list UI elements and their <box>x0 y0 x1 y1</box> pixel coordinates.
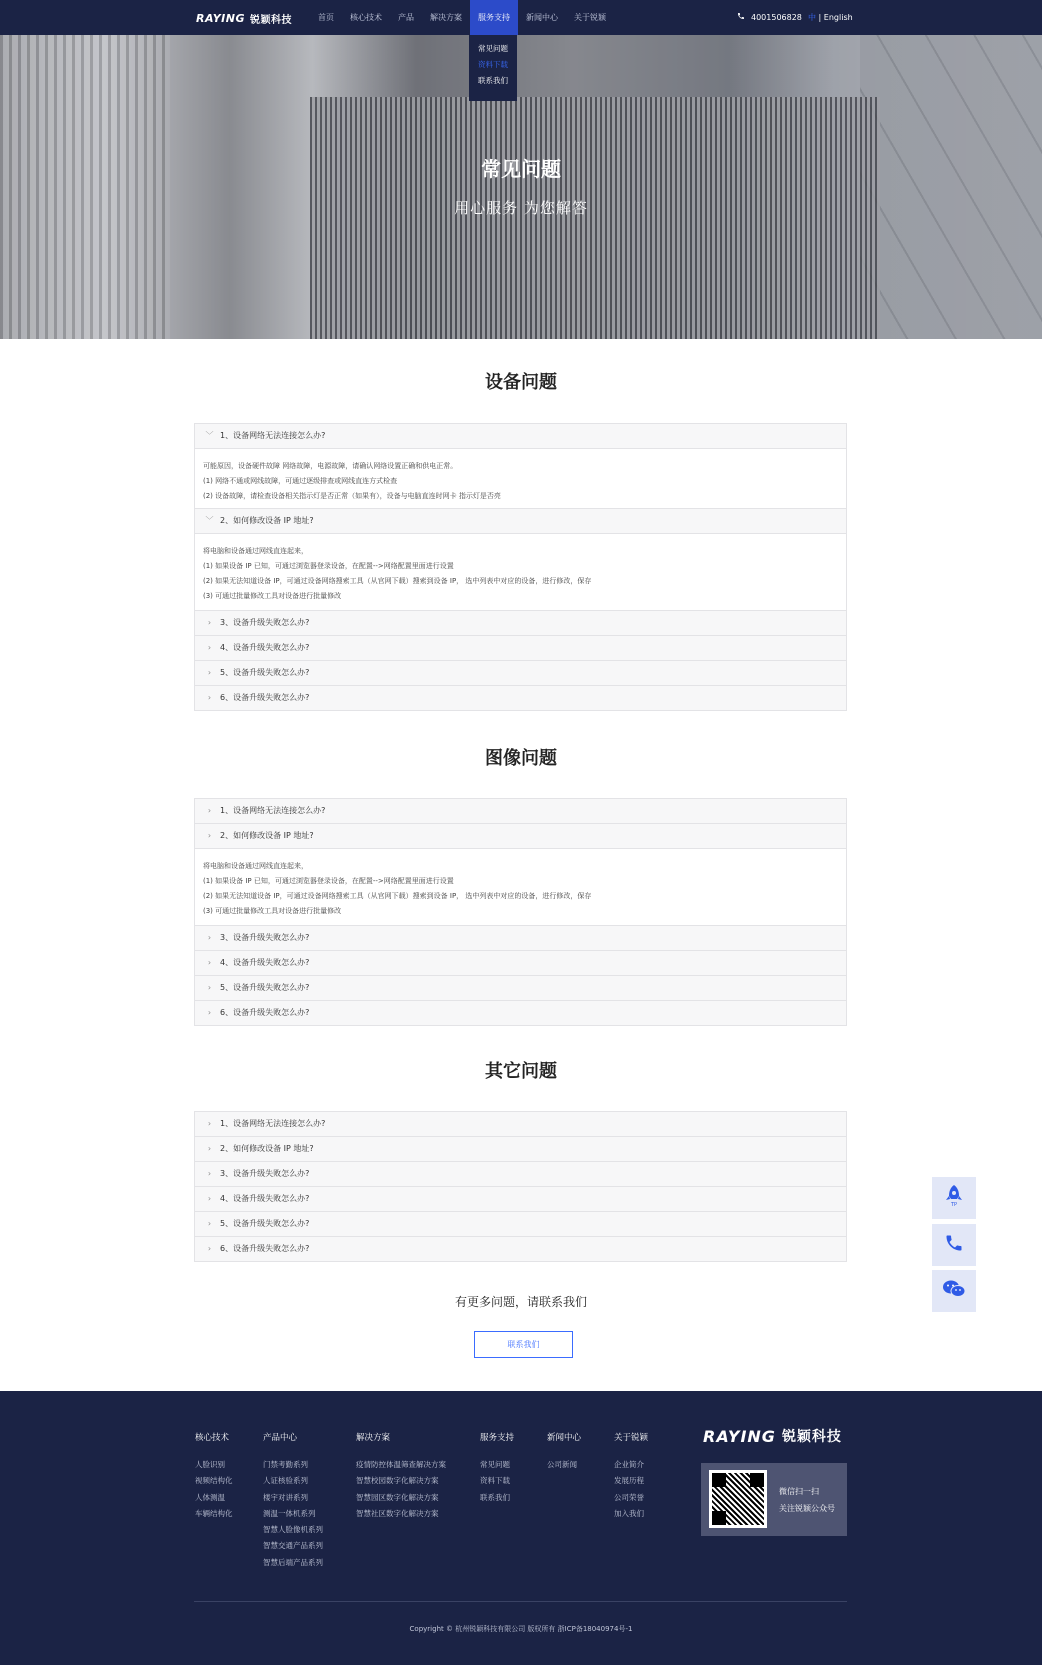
service-dropdown <box>469 35 517 101</box>
banner-subtitle: 用心服务 为您解答 <box>454 199 588 217</box>
faq-item <box>195 1162 846 1187</box>
faq-answer-line: (2) 设备故障，请检查设备相关指示灯是否正常（如果有），设备与电脑直连时网卡 指示灯是否亮 <box>203 492 501 500</box>
lang-en[interactable]: English <box>823 13 853 22</box>
footer-col-title[interactable]: 新闻中心 <box>547 1433 582 1443</box>
faq-question-text: 1、设备网络无法连接怎么办? <box>220 431 326 440</box>
footer-col-support <box>480 1431 514 1506</box>
faq-question[interactable] <box>195 799 846 823</box>
footer-link[interactable]: 疫情防控体温筛查解决方案 <box>356 1460 446 1469</box>
faq-question-text: 3、设备升级失败怎么办? <box>220 1169 310 1178</box>
chevron-right-icon: › <box>207 618 212 627</box>
faq-question[interactable] <box>195 1001 846 1025</box>
footer-logo[interactable] <box>703 1426 842 1446</box>
faq-question[interactable] <box>195 926 846 950</box>
float-rocket-button[interactable] <box>932 1177 976 1219</box>
chevron-right-icon: › <box>207 1244 212 1253</box>
footer-link[interactable]: 公司荣誉 <box>614 1492 644 1502</box>
svg-text:TP: TP <box>950 1202 958 1208</box>
faq-question[interactable] <box>195 1212 846 1236</box>
faq-answer-line: 将电脑和设备通过网线直连起来， <box>203 862 308 870</box>
faq-list-other <box>194 1111 847 1262</box>
phone-contact[interactable] <box>737 0 802 35</box>
faq-answer-line: (2) 如果无法知道设备 IP，可通过设备网络搜索工具（从官网下载）搜索到设备 IP， 选中列表中对应的设备，进行修改，保存 <box>203 577 592 585</box>
lang-separator: | <box>818 13 822 22</box>
footer-link[interactable]: 人脸识别 <box>195 1460 225 1469</box>
banner-title: 常见问题 <box>481 157 561 181</box>
faq-question[interactable] <box>195 636 846 660</box>
faq-question-text: 5、设备升级失败怎么办? <box>220 1219 310 1228</box>
footer-link[interactable]: 智慧社区数字化解决方案 <box>356 1508 439 1518</box>
wechat-icon <box>942 1279 966 1303</box>
footer-col-news <box>547 1431 581 1473</box>
footer-link[interactable]: 联系我们 <box>480 1492 510 1502</box>
footer-link[interactable]: 测温一体机系列 <box>263 1508 316 1518</box>
chevron-down-icon: ﹀ <box>205 516 214 525</box>
faq-item <box>195 951 846 976</box>
faq-answer-line: 将电脑和设备通过网线直连起来， <box>203 547 308 555</box>
footer-col-about <box>614 1431 648 1522</box>
faq-question[interactable] <box>195 824 846 848</box>
footer-col-title[interactable]: 关于锐颖 <box>614 1433 649 1443</box>
chevron-right-icon: › <box>207 693 212 702</box>
footer-link[interactable]: 视频结构化 <box>195 1476 233 1486</box>
faq-question[interactable] <box>195 611 846 635</box>
footer-col-products <box>263 1431 323 1571</box>
footer-link[interactable]: 门禁考勤系列 <box>263 1460 308 1469</box>
footer-link[interactable]: 企业简介 <box>614 1460 644 1469</box>
logo-cn: 锐颖科技 <box>250 14 293 26</box>
logo-brand: RAYING <box>196 11 246 25</box>
faq-question[interactable] <box>195 1137 846 1161</box>
footer-col-title[interactable]: 解决方案 <box>356 1433 391 1443</box>
wechat-qr-panel <box>701 1463 847 1536</box>
chevron-right-icon: › <box>207 1219 212 1228</box>
faq-item <box>195 926 846 951</box>
faq-item <box>195 824 846 926</box>
chevron-right-icon: › <box>207 806 212 815</box>
faq-question-text: 3、设备升级失败怎么办? <box>220 618 310 627</box>
dropdown-contact[interactable]: 联系我们 <box>478 76 508 85</box>
faq-list-image <box>194 798 847 1026</box>
faq-question[interactable] <box>195 1112 846 1136</box>
language-switch <box>808 0 853 35</box>
footer <box>0 1391 1042 1665</box>
footer-divider <box>194 1601 847 1602</box>
faq-answer-line: (3) 可通过批量修改工具对设备进行批量修改 <box>203 592 342 600</box>
chevron-right-icon: › <box>207 1194 212 1203</box>
footer-col-title[interactable]: 产品中心 <box>263 1433 298 1443</box>
faq-question-text: 6、设备升级失败怎么办? <box>220 1008 310 1017</box>
qr-caption-line: 微信扫一扫 <box>779 1487 819 1496</box>
faq-item <box>195 1237 846 1262</box>
faq-answer <box>195 448 846 508</box>
faq-item <box>195 1001 846 1026</box>
rocket-icon <box>944 1184 964 1212</box>
logo[interactable] <box>196 10 292 26</box>
footer-link[interactable]: 智慧交通产品系列 <box>263 1541 323 1551</box>
footer-link[interactable]: 智慧后端产品系列 <box>263 1557 323 1567</box>
footer-col-title[interactable]: 核心技术 <box>195 1433 230 1443</box>
faq-question-text: 4、设备升级失败怎么办? <box>220 643 310 652</box>
footer-link[interactable]: 车辆结构化 <box>195 1508 233 1518</box>
faq-question[interactable] <box>195 661 846 685</box>
footer-link[interactable]: 加入我们 <box>614 1508 644 1518</box>
footer-col-title[interactable]: 服务支持 <box>480 1433 515 1443</box>
chevron-right-icon: › <box>207 831 212 840</box>
nav-core-tech[interactable]: 核心技术 <box>350 13 382 22</box>
faq-question-text: 2、如何修改设备 IP 地址? <box>220 831 314 840</box>
faq-item <box>195 611 846 636</box>
lang-zh[interactable]: 中 <box>808 13 816 22</box>
faq-answer-line: (3) 可通过批量修改工具对设备进行批量修改 <box>203 907 342 915</box>
faq-item <box>195 424 846 509</box>
phone-icon <box>944 1233 964 1257</box>
faq-item <box>195 1187 846 1212</box>
faq-question-text: 2、如何修改设备 IP 地址? <box>220 1144 314 1153</box>
faq-answer-line: 可能原因，设备硬件故障 网络故障，电源故障，请确认网络设置正确和供电正常。 <box>203 462 458 470</box>
phone-small-icon <box>737 0 745 35</box>
faq-item <box>195 1137 846 1162</box>
faq-question-text: 5、设备升级失败怎么办? <box>220 668 310 677</box>
faq-question-text: 1、设备网络无法连接怎么办? <box>220 1119 326 1128</box>
nav-news[interactable]: 新闻中心 <box>526 13 558 22</box>
copyright: Copyright © 杭州锐颖科技有限公司 版权所有 浙ICP备18040974号-1 <box>409 1625 633 1633</box>
nav-about[interactable]: 关于锐颖 <box>574 13 606 22</box>
faq-question-text: 2、如何修改设备 IP 地址? <box>220 516 314 525</box>
faq-answer <box>195 533 846 610</box>
faq-item <box>195 686 846 711</box>
more-questions-text: 有更多问题，请联系我们 <box>454 1295 587 1309</box>
faq-answer <box>195 848 846 925</box>
chevron-right-icon: › <box>207 983 212 992</box>
faq-question-text: 6、设备升级失败怎么办? <box>220 1244 310 1253</box>
chevron-right-icon: › <box>207 643 212 652</box>
faq-question[interactable] <box>195 951 846 975</box>
faq-list-device <box>194 423 847 711</box>
faq-question[interactable] <box>195 1162 846 1186</box>
section-title-image: 图像问题 <box>485 748 557 769</box>
nav-service-support[interactable]: 服务支持 <box>470 0 518 35</box>
faq-question[interactable] <box>195 424 846 448</box>
footer-logo-brand: RAYING <box>703 1426 776 1446</box>
section-title-device: 设备问题 <box>485 372 557 393</box>
float-wechat-button[interactable] <box>932 1270 976 1312</box>
faq-item <box>195 976 846 1001</box>
nav-products[interactable]: 产品 <box>398 13 414 22</box>
footer-col-solutions <box>356 1431 446 1522</box>
chevron-right-icon: › <box>207 1119 212 1128</box>
faq-question-text: 4、设备升级失败怎么办? <box>220 958 310 967</box>
faq-item <box>195 1212 846 1237</box>
footer-link[interactable]: 楼宇对讲系列 <box>263 1492 308 1502</box>
footer-link[interactable]: 发展历程 <box>614 1476 644 1486</box>
faq-question-text: 4、设备升级失败怎么办? <box>220 1194 310 1203</box>
nav-solutions[interactable]: 解决方案 <box>430 13 462 22</box>
faq-item <box>195 636 846 661</box>
chevron-right-icon: › <box>207 668 212 677</box>
faq-answer-line: (1) 网络不通或网线故障，可通过逐级排查或网线直连方式检查 <box>203 477 398 485</box>
faq-question[interactable] <box>195 976 846 1000</box>
top-navbar <box>0 0 1042 35</box>
faq-item <box>195 799 846 824</box>
faq-question[interactable] <box>195 686 846 710</box>
chevron-right-icon: › <box>207 1008 212 1017</box>
faq-question[interactable] <box>195 509 846 533</box>
dropdown-faq[interactable]: 常见问题 <box>478 44 508 53</box>
chevron-right-icon: › <box>207 958 212 967</box>
footer-link[interactable]: 智慧校园数字化解决方案 <box>356 1476 439 1486</box>
footer-logo-cn: 锐颖科技 <box>781 1429 842 1445</box>
faq-item <box>195 661 846 686</box>
nav-home[interactable]: 首页 <box>318 13 334 22</box>
qr-caption-line: 关注锐颖公众号 <box>779 1504 835 1513</box>
footer-link[interactable]: 人体测温 <box>195 1492 225 1502</box>
phone-number: 4001506828 <box>751 13 802 22</box>
footer-link[interactable]: 资料下载 <box>480 1476 510 1486</box>
footer-link[interactable]: 公司新闻 <box>547 1460 577 1469</box>
faq-item <box>195 509 846 611</box>
chevron-right-icon: › <box>207 1144 212 1153</box>
dropdown-downloads[interactable]: 资料下载 <box>478 60 508 69</box>
chevron-right-icon: › <box>207 1169 212 1178</box>
faq-question-text: 6、设备升级失败怎么办? <box>220 693 310 702</box>
footer-col-core-tech <box>195 1431 233 1522</box>
faq-question-text: 3、设备升级失败怎么办? <box>220 933 310 942</box>
faq-answer-line: (1) 如果设备 IP 已知，可通过浏览器登录设备，在配置-->网络配置里面进行设置 <box>203 562 454 570</box>
qr-code <box>709 1470 767 1528</box>
footer-link[interactable]: 人证核验系列 <box>263 1476 308 1486</box>
main-nav <box>310 0 614 35</box>
qr-caption <box>779 1483 835 1517</box>
chevron-down-icon: ﹀ <box>205 431 214 440</box>
faq-question-text: 1、设备网络无法连接怎么办? <box>220 806 326 815</box>
faq-answer-line: (2) 如果无法知道设备 IP，可通过设备网络搜索工具（从官网下载）搜索到设备 IP， 选中列表中对应的设备，进行修改，保存 <box>203 892 592 900</box>
footer-link[interactable]: 智慧人脸像机系列 <box>263 1525 323 1535</box>
faq-question-text: 5、设备升级失败怎么办? <box>220 983 310 992</box>
faq-item <box>195 1112 846 1137</box>
contact-us-button[interactable]: 联系我们 <box>474 1331 573 1358</box>
faq-question[interactable] <box>195 1237 846 1261</box>
hero-banner <box>0 35 1042 339</box>
footer-link[interactable]: 智慧园区数字化解决方案 <box>356 1492 439 1502</box>
float-phone-button[interactable] <box>932 1224 976 1266</box>
banner-overlay <box>0 35 1042 339</box>
faq-answer-line: (1) 如果设备 IP 已知，可通过浏览器登录设备，在配置-->网络配置里面进行设置 <box>203 877 454 885</box>
section-title-other: 其它问题 <box>485 1061 557 1082</box>
chevron-right-icon: › <box>207 933 212 942</box>
footer-link[interactable]: 常见问题 <box>480 1460 510 1469</box>
faq-question[interactable] <box>195 1187 846 1211</box>
